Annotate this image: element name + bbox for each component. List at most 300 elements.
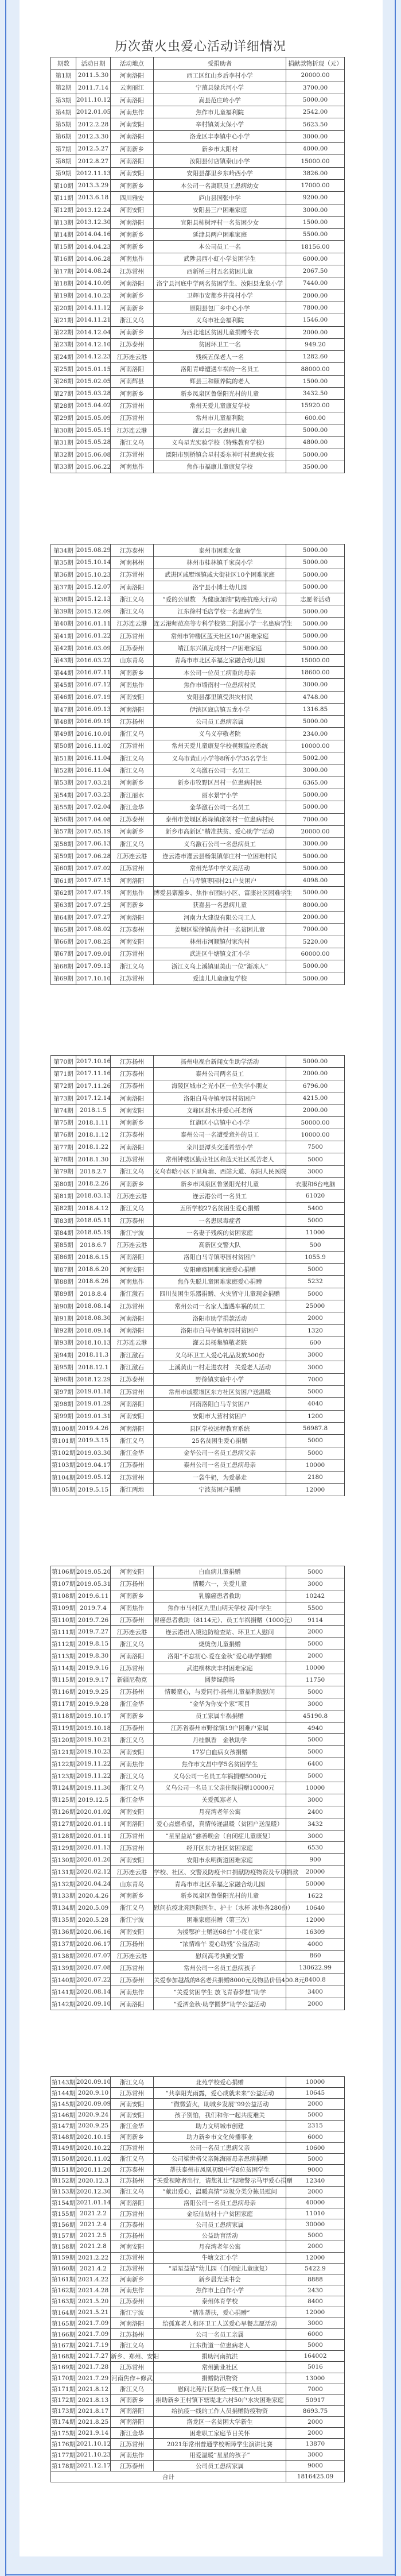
date-cell: 2014.04.16	[76, 229, 111, 241]
location-cell: 江苏泰州	[111, 1722, 154, 1734]
date-cell: 2016.09.13	[76, 703, 111, 715]
location-cell: 江苏泰州	[111, 2219, 154, 2230]
location-cell: 江苏常州	[111, 449, 154, 461]
table-row	[51, 1662, 345, 1674]
period-cell: 第83期	[51, 1214, 76, 1226]
period-cell: 第164期	[51, 2307, 76, 2318]
location-cell: 河南洛阳	[111, 1324, 154, 1337]
period-cell: 第94期	[51, 1349, 76, 1361]
recipient-cell: “爱洒金秋·助学圆梦”助学公益活动	[154, 1998, 286, 2010]
location-cell: 江苏常州	[111, 972, 154, 984]
recipient-cell: 新乡市凤泉区鲁堡阳光村儿童	[154, 1177, 286, 1189]
period-cell: 第69期	[51, 972, 76, 984]
recipient-cell: 洛阳白马寺镇枣园村贫困户	[154, 1092, 286, 1104]
table-row	[51, 948, 345, 960]
period-cell: 第6期	[51, 130, 76, 142]
date-cell: 2021.7.19	[76, 2340, 111, 2351]
table-row	[51, 1177, 345, 1189]
period-cell: 第8期	[51, 155, 76, 167]
table-row	[51, 1878, 345, 1890]
recipient-cell: 一名患尿毒症者	[154, 1214, 286, 1226]
recipient-cell: 慰问抗疫北苑医院医生、护士（水杯 冰垫各280份）	[154, 1902, 286, 1914]
recipient-cell: 捐赠防汛物资	[154, 2373, 286, 2384]
amount-cell: 20000.00	[286, 69, 345, 82]
amount-cell: 12340	[286, 2175, 345, 2186]
table-row	[51, 1202, 345, 1214]
period-cell: 第166期	[51, 2329, 76, 2340]
location-cell: 浙江义乌	[111, 1165, 154, 1177]
amount-cell: 12000	[286, 1484, 345, 1496]
amount-cell: 3000.00	[286, 204, 345, 216]
table-row	[51, 2142, 345, 2153]
date-cell: 2018.6.7	[76, 1239, 111, 1251]
location-cell: 浙江义乌	[111, 1202, 154, 1214]
period-cell: 第167期	[51, 2340, 76, 2351]
date-cell: 2020.4.26	[76, 1890, 111, 1902]
location-cell: 江苏常州	[111, 2439, 154, 2450]
amount-cell: 8400.8	[286, 1974, 345, 1986]
date-cell: 2018.08.30	[76, 1312, 111, 1324]
date-cell: 2012.8.27	[76, 155, 111, 167]
amount-cell: 5000	[286, 2110, 345, 2121]
location-cell: 浙江义乌	[111, 1734, 154, 1746]
amount-cell: 3000	[286, 2450, 345, 2461]
table-row	[51, 130, 345, 142]
amount-cell: 5000.00	[286, 716, 345, 728]
location-cell: 河南新乡	[111, 2131, 154, 2142]
date-cell: 2020.10.22	[76, 2142, 111, 2153]
date-cell: 2020.01.11	[76, 1830, 111, 1842]
amount-cell: 2400	[286, 1806, 345, 1818]
table-row	[51, 1842, 345, 1854]
period-cell: 第75期	[51, 1117, 76, 1129]
period-cell: 第100期	[51, 1422, 76, 1434]
date-cell: 2011.7.14	[76, 82, 111, 94]
table-row	[51, 911, 345, 923]
date-cell: 2021.8.13	[76, 2395, 111, 2405]
recipient-cell: 姜堰区梁徐镇前舍村一名贫困儿童	[154, 924, 286, 936]
location-cell: 浙江义乌	[111, 2153, 154, 2164]
recipient-cell: 圆梦绿茵场	[154, 1674, 286, 1686]
period-cell: 第161期	[51, 2274, 76, 2285]
location-cell: 江苏连云港	[111, 617, 154, 629]
recipient-cell: 西工区红山乡后李村小学	[154, 69, 286, 82]
table-row	[51, 1986, 345, 1998]
amount-cell: 10000	[286, 1459, 345, 1471]
date-cell: 2019.04.17	[76, 1459, 111, 1471]
date-cell: 2018.09.14	[76, 1324, 111, 1337]
amount-cell: 7000	[286, 1373, 345, 1385]
date-cell: 2017.09.01	[76, 948, 111, 960]
period-cell: 第70期	[51, 1056, 76, 1068]
amount-cell: 16309	[286, 1926, 345, 1938]
recipient-cell: 金华激石公司一名员工	[154, 801, 286, 813]
amount-cell: 5000.00	[286, 617, 345, 629]
recipient-cell: 义乌春晗小区下里角塘、西站大道、东阳人民医院	[154, 1165, 286, 1177]
period-cell: 第174期	[51, 2416, 76, 2427]
table-row	[51, 1686, 345, 1698]
table-row	[51, 2219, 345, 2230]
date-cell: 2021.9.14	[76, 2428, 111, 2439]
recipient-cell: 辛村镇刘太保小学	[154, 118, 286, 130]
table-row	[51, 617, 345, 629]
period-cell: 第66期	[51, 936, 76, 948]
recipient-cell: “星星益站”幼儿园（自闭症儿童康复）	[154, 2263, 286, 2274]
date-cell: 2015.10.14	[76, 557, 111, 569]
location-cell: 河南焦作	[111, 1986, 154, 1998]
recipient-cell: 困难职工家庭节日关怀	[154, 2428, 286, 2439]
table-row	[51, 924, 345, 936]
location-cell: 江苏扬州	[111, 1056, 154, 1068]
table-row	[51, 899, 345, 911]
location-cell: 河南焦作	[111, 106, 154, 118]
table-row	[51, 1190, 345, 1202]
amount-cell: 5000	[286, 1386, 345, 1398]
table-row	[51, 2362, 345, 2373]
period-cell: 第72期	[51, 1080, 76, 1092]
location-cell: 浙江义乌	[111, 2186, 154, 2197]
date-cell: 2018.11.3	[76, 1349, 111, 1361]
recipient-cell: 丽水景宁小学	[154, 789, 286, 801]
table-row	[51, 703, 345, 715]
table-row	[51, 1578, 345, 1590]
table-row	[51, 216, 345, 228]
table-row	[51, 1251, 345, 1263]
recipient-cell: 嵩县范庄岭小学	[154, 94, 286, 106]
recipient-cell: 一名妻子残疾的贫困家庭	[154, 1227, 286, 1239]
amount-cell: 60000.00	[286, 948, 345, 960]
table-row	[51, 1117, 345, 1129]
recipient-cell: 洛阳“不忘初心.爱在金秋”爱心助学捐赠	[154, 1650, 286, 1662]
location-cell: 河南新乡	[111, 229, 154, 241]
period-cell: 第1期	[51, 69, 76, 82]
period-cell: 第115期	[51, 1674, 76, 1686]
period-cell: 第46期	[51, 691, 76, 703]
table-row	[51, 789, 345, 801]
date-cell: 2014.08.24	[76, 265, 111, 277]
recipient-cell: 公司员工患病亲属	[154, 716, 286, 728]
location-cell: 新疆尼勒克	[111, 1674, 154, 1686]
column-header-recipient: 受捐助者	[154, 57, 286, 69]
amount-cell: 5220.00	[286, 936, 345, 948]
amount-cell: 6365.00	[286, 777, 345, 789]
recipient-cell: 焦作市福康儿童康复学校	[154, 461, 286, 473]
period-cell: 第4期	[51, 106, 76, 118]
location-cell: 河南洛阳	[111, 2405, 154, 2416]
location-cell: 浙江金华	[111, 2121, 154, 2131]
date-cell: 2018.1.11	[76, 1117, 111, 1129]
table-row	[51, 1818, 345, 1830]
recipient-cell: 栾川县潭头交通希望小学	[154, 1141, 286, 1153]
location-cell: 江苏泰州	[111, 2296, 154, 2307]
amount-cell: 7800.00	[286, 302, 345, 314]
amount-cell: 1282.60	[286, 351, 345, 363]
table-row	[51, 887, 345, 899]
table-row	[51, 1141, 345, 1153]
period-cell: 第125期	[51, 1794, 76, 1806]
table-row	[51, 1104, 345, 1117]
recipient-cell: 武进横林庆丰村困难家庭	[154, 1662, 286, 1674]
period-cell: 第149期	[51, 2142, 76, 2153]
recipient-cell: 义乌市社会福利院	[154, 314, 286, 326]
table-row	[51, 363, 345, 375]
location-cell: 河南安阳	[111, 2241, 154, 2252]
date-cell: 2021.01.14	[76, 2197, 111, 2208]
date-cell: 2019.5.15	[76, 1484, 111, 1496]
amount-cell: 10000.00	[286, 740, 345, 752]
period-cell: 第142期	[51, 1998, 76, 2010]
table-row	[51, 1950, 345, 1962]
location-cell: 浙江义乌	[111, 437, 154, 449]
location-cell: 江苏泰州	[111, 1614, 154, 1626]
amount-cell: 2000.00	[286, 326, 345, 338]
period-cell: 第158期	[51, 2241, 76, 2252]
location-cell: 河南洛阳	[111, 581, 154, 593]
recipient-cell: 洛阳市白马寺镇枣园村贫困户	[154, 1324, 286, 1337]
recipient-cell: “关爱视障者出行，请您礼让”视障警示马甲爱心捐赠	[154, 2175, 286, 2186]
recipient-cell: 扬州电视台新闻女生助学活动	[154, 1056, 286, 1068]
period-cell: 第61期	[51, 875, 76, 887]
date-cell: 2019.11.22	[76, 1758, 111, 1770]
date-cell: 2012.3.30	[76, 130, 111, 142]
amount-cell: 10000	[286, 1662, 345, 1674]
location-cell: 河南新乡	[111, 1117, 154, 1129]
date-cell: 2014.04.23	[76, 241, 111, 253]
amount-cell: 10000.00	[286, 1129, 345, 1141]
period-cell: 第2期	[51, 82, 76, 94]
date-cell: 2021.8.17	[76, 2405, 111, 2416]
location-cell: 河南焦作	[111, 2450, 154, 2461]
amount-cell: 5400	[286, 1202, 345, 1214]
table-row	[51, 2153, 345, 2164]
recipient-cell: 常州钟楼区勤业社区和蓝天社区孤苦老人	[154, 1153, 286, 1165]
period-cell: 第81期	[51, 1190, 76, 1202]
location-cell: 江苏常州	[111, 2208, 154, 2219]
period-cell: 第126期	[51, 1806, 76, 1818]
amount-cell: 10000	[286, 2077, 345, 2088]
amount-cell: 3000	[286, 1349, 345, 1361]
location-cell: 江苏常州	[111, 2362, 154, 2373]
table-row	[51, 2373, 345, 2384]
table-row	[51, 1782, 345, 1794]
amount-cell: 5000.00	[286, 449, 345, 461]
date-cell: 2019.05.20	[76, 1566, 111, 1578]
table-row	[51, 277, 345, 289]
period-cell: 第34期	[51, 544, 76, 557]
period-cell: 第118期	[51, 1710, 76, 1722]
table-row	[51, 143, 345, 155]
location-cell: 河南焦作	[111, 1758, 154, 1770]
location-cell: 河南洛阳	[111, 277, 154, 289]
period-cell: 第105期	[51, 1484, 76, 1496]
date-cell: 2020.09.09	[76, 2099, 111, 2110]
table-row	[51, 2252, 345, 2263]
location-cell: 江苏扬州	[111, 2329, 154, 2340]
date-cell: 2015.06.08	[76, 449, 111, 461]
table-row	[51, 2395, 345, 2405]
amount-cell: 1622	[286, 1890, 345, 1902]
date-cell: 2018.03.13	[76, 1190, 111, 1202]
date-cell: 2019.10.23	[76, 1746, 111, 1758]
period-cell: 第153期	[51, 2186, 76, 2197]
location-cell: 江苏连云港	[111, 351, 154, 363]
recipient-cell: 义乌激石公司一名患病员工	[154, 838, 286, 850]
date-cell: 2021.4.22	[76, 2274, 111, 2285]
table-row	[51, 2307, 345, 2318]
date-cell: 2021.8.25	[76, 2416, 111, 2427]
table-row	[51, 581, 345, 593]
location-cell: 浙江金华	[111, 1698, 154, 1710]
period-cell: 第59期	[51, 850, 76, 862]
recipient-cell: 公司一名员工患病父亲	[154, 2142, 286, 2153]
table-row	[51, 1153, 345, 1165]
location-cell: 河南洛阳	[111, 2197, 154, 2208]
location-cell: 江苏泰州	[111, 924, 154, 936]
recipient-cell: 常州天爱儿童康复学校视频监控系统	[154, 740, 286, 752]
table-row	[51, 2318, 345, 2329]
recipient-cell: 灌云县一名患病儿童	[154, 424, 286, 436]
amount-cell: 15000.00	[286, 155, 345, 167]
location-cell: 江苏常州	[111, 1386, 154, 1398]
date-cell: 2015.03.28	[76, 388, 111, 400]
location-cell: 浙江激石	[111, 1288, 154, 1300]
location-cell: 江苏常州	[111, 2088, 154, 2099]
table-row	[51, 593, 345, 605]
date-cell: 2020.11.20	[76, 2164, 111, 2175]
date-cell: 2017.07.15	[76, 875, 111, 887]
period-cell: 第98期	[51, 1398, 76, 1410]
amount-cell: 8400	[286, 2296, 345, 2307]
period-cell: 第157期	[51, 2230, 76, 2241]
period-cell: 第168期	[51, 2351, 76, 2362]
recipient-cell: 捐助河南抗洪	[154, 2351, 286, 2362]
amount-cell: 2430	[286, 2285, 345, 2296]
location-cell: 浙江义乌	[111, 728, 154, 740]
period-cell: 第135期	[51, 1914, 76, 1926]
recipient-cell: 卫辉市安都乡井岗村小学	[154, 289, 286, 302]
amount-cell: 4000	[286, 1938, 345, 1950]
page-title: 历次萤火虫爱心活动详细情况	[114, 40, 286, 54]
total-label: 合计	[51, 2471, 286, 2482]
amount-cell: 5000.00	[286, 972, 345, 984]
recipient-cell: 爱迪儿儿童康复学校	[154, 972, 286, 984]
date-cell: 2017.05.19	[76, 825, 111, 837]
location-cell: 江苏泰州	[111, 2164, 154, 2175]
location-cell: 河南安阳	[111, 1746, 154, 1758]
table-row	[51, 241, 345, 253]
amount-cell: 10000	[286, 1782, 345, 1794]
period-cell: 第99期	[51, 1410, 76, 1422]
location-cell: 浙江义乌	[111, 1638, 154, 1650]
date-cell: 2019.4.26	[76, 1422, 111, 1434]
amount-cell: 4040	[286, 1398, 345, 1410]
date-cell: 2018.4.12	[76, 1202, 111, 1214]
period-cell: 第102期	[51, 1447, 76, 1459]
amount-cell: 2000	[286, 1626, 345, 1638]
location-cell: 河南焦作	[111, 253, 154, 265]
location-cell: 河南洛阳	[111, 1312, 154, 1324]
amount-cell: 1546.00	[286, 314, 345, 326]
location-cell: 浙江宁波	[111, 1914, 154, 1926]
date-cell: 2019.05.31	[76, 1578, 111, 1590]
amount-cell: 5000.00	[286, 789, 345, 801]
period-cell: 第7期	[51, 143, 76, 155]
recipient-cell: “献出爱心，温暖真情”垃圾分类分拣员慰问	[154, 2186, 286, 2197]
amount-cell: 9000	[286, 2164, 345, 2175]
location-cell: 江苏扬州	[111, 2230, 154, 2241]
location-cell: 河南安阳	[111, 936, 154, 948]
date-cell: 2014.11.12	[76, 302, 111, 314]
location-cell: 河南焦作	[111, 461, 154, 473]
table-row	[51, 2329, 345, 2340]
location-cell: 河南洛阳	[111, 1141, 154, 1153]
amount-cell: 6000	[286, 2329, 345, 2340]
recipient-cell: 月亮湾老年公寓	[154, 2241, 286, 2252]
period-cell: 第132期	[51, 1878, 76, 1890]
location-cell: 浙江义乌	[111, 2340, 154, 2351]
date-cell: 2017.11.16	[76, 1068, 111, 1080]
period-cell: 第84期	[51, 1227, 76, 1239]
amount-cell: 5000	[286, 1214, 345, 1226]
recipient-cell: 林州市河顺镇付家沟村	[154, 936, 286, 948]
table-row	[51, 2461, 345, 2471]
location-cell: 河南焦作	[111, 1602, 154, 1614]
location-cell: 江苏常州	[111, 569, 154, 581]
amount-cell: 15000.00	[286, 654, 345, 666]
table-row	[51, 2351, 345, 2362]
recipient-cell: 灌云县杨集镇敬老院	[154, 1337, 286, 1349]
date-cell: 2021.5.21	[76, 2307, 111, 2318]
amount-cell: 860	[286, 1950, 345, 1962]
recipient-cell: 新乡凤泉区鲁堡阳光村的儿童	[154, 1890, 286, 1902]
recipient-cell: 焦作市儿童福利院	[154, 106, 286, 118]
table-row	[51, 1938, 345, 1950]
period-cell: 第172期	[51, 2395, 76, 2405]
table-row	[51, 1698, 345, 1710]
table-row	[51, 2439, 345, 2450]
column-header-period: 期数	[51, 57, 76, 69]
recipient-cell: 义乌公司一名员工父亲住院捐赠10000元	[154, 1782, 286, 1794]
amount-cell: 7500	[286, 1141, 345, 1153]
amount-cell: 30000	[286, 2219, 345, 2230]
amount-cell: 11000	[286, 1227, 345, 1239]
period-cell: 第138期	[51, 1950, 76, 1962]
date-cell: 2019.10.21	[76, 1734, 111, 1746]
date-cell: 2019.12.5	[76, 1794, 111, 1806]
period-cell: 第71期	[51, 1068, 76, 1080]
amount-cell: 9200.00	[286, 192, 345, 204]
date-cell: 2021.10.12	[76, 2439, 111, 2450]
location-cell: 河南安阳	[111, 1104, 154, 1117]
amount-cell: 3000.00	[286, 764, 345, 777]
date-cell: 2020.9.10	[76, 2088, 111, 2099]
date-cell: 2016.11.04	[76, 752, 111, 764]
period-cell: 第23期	[51, 338, 76, 350]
date-cell: 2021.7.27	[76, 2351, 111, 2362]
amount-cell: 2000	[286, 2186, 345, 2197]
amount-cell: 56987.8	[286, 1422, 345, 1434]
amount-cell: 2340.00	[286, 728, 345, 740]
recipient-cell: 胃癌患者救助（8114元）、员工车祸捐赠（1000元）	[154, 1614, 286, 1626]
table-row	[51, 716, 345, 728]
amount-cell: 2000	[286, 1998, 345, 2010]
table-row	[51, 2274, 345, 2285]
period-cell: 第13期	[51, 216, 76, 228]
recipient-cell: 2021年常州普通学校听障学生演讲比赛	[154, 2439, 286, 2450]
amount-cell: 3432.50	[286, 388, 345, 400]
recipient-cell: “精准帮扶，爱心捐赠”	[154, 2307, 286, 2318]
period-cell: 第65期	[51, 924, 76, 936]
